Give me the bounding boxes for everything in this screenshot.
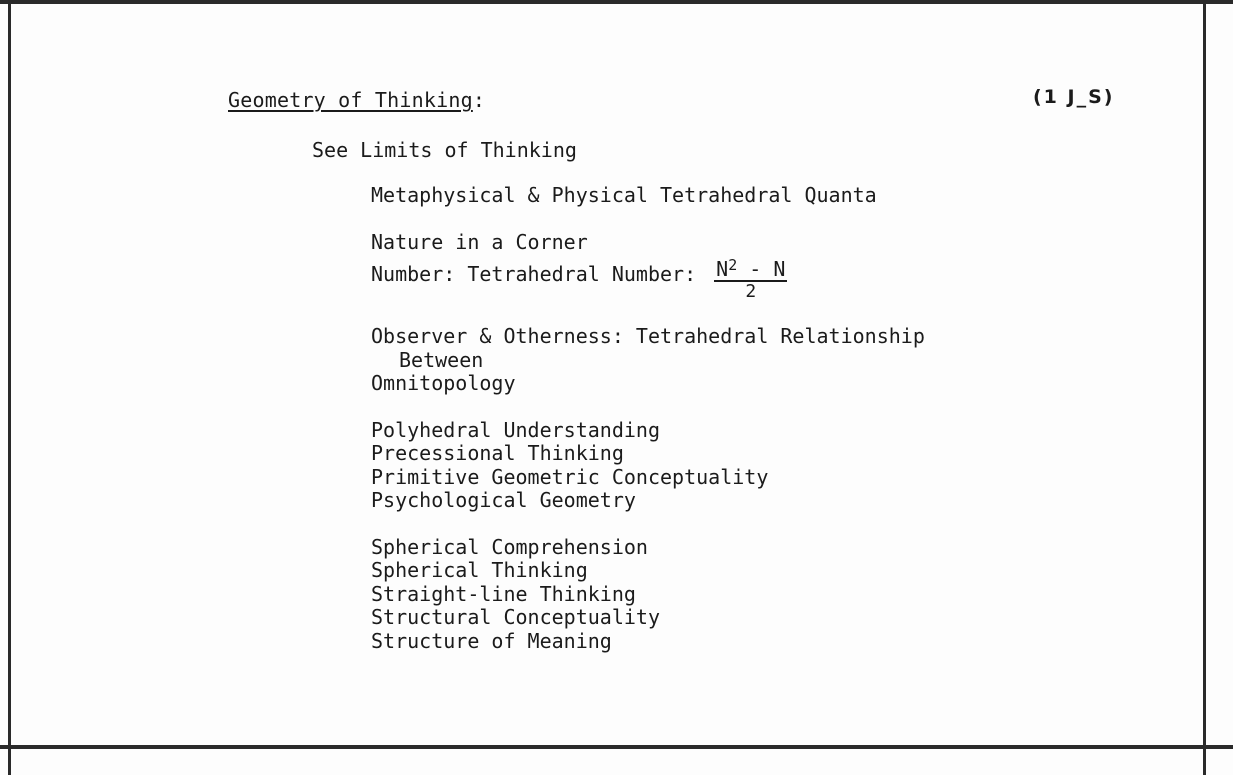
entry: Straight-line Thinking xyxy=(371,581,636,606)
card-border-bottom xyxy=(0,745,1233,749)
entry: Nature in a Corner xyxy=(371,229,588,254)
formula-base: N xyxy=(716,257,729,281)
formula-exponent: 2 xyxy=(728,256,738,274)
entry: Polyhedral Understanding xyxy=(371,417,660,442)
formula-numerator xyxy=(714,254,787,282)
card-code: (1 J_S) xyxy=(1033,86,1115,108)
entry-group-2 xyxy=(371,231,925,303)
card-border-left xyxy=(8,0,11,775)
entry: Metaphysical & Physical Tetrahedral Quanta xyxy=(371,183,877,207)
entry-group-4 xyxy=(371,419,925,513)
entry: Omnitopology xyxy=(371,371,516,395)
number-entry-label: Number: Tetrahedral Number: xyxy=(371,262,697,286)
see-reference: See Limits of Thinking xyxy=(312,138,577,162)
entry-continuation: Between xyxy=(399,347,484,372)
entry: Structural Conceptuality xyxy=(371,605,660,629)
entry: Structure of Meaning xyxy=(371,628,612,653)
entry-group-1 xyxy=(371,184,925,208)
formula-denominator: 2 xyxy=(745,281,757,302)
entry-group-3 xyxy=(371,325,925,396)
tetrahedral-number-formula xyxy=(714,254,787,302)
entry: Psychological Geometry xyxy=(371,488,636,512)
formula-rest: - N xyxy=(737,257,786,281)
entry: Observer & Otherness: Tetrahedral Relationship xyxy=(371,324,925,348)
number-entry xyxy=(371,254,925,302)
entry-group-5 xyxy=(371,536,925,654)
entry-list xyxy=(371,184,925,676)
entry: Spherical Thinking xyxy=(371,558,588,582)
entry: Primitive Geometric Conceptuality xyxy=(371,464,769,489)
entry: Precessional Thinking xyxy=(371,441,624,465)
entry: Spherical Comprehension xyxy=(371,534,648,559)
card-heading xyxy=(228,88,485,112)
heading-title: Geometry of Thinking xyxy=(228,88,473,112)
card-border-top xyxy=(0,0,1233,4)
card-border-right xyxy=(1203,0,1206,775)
heading-colon: : xyxy=(472,88,486,112)
